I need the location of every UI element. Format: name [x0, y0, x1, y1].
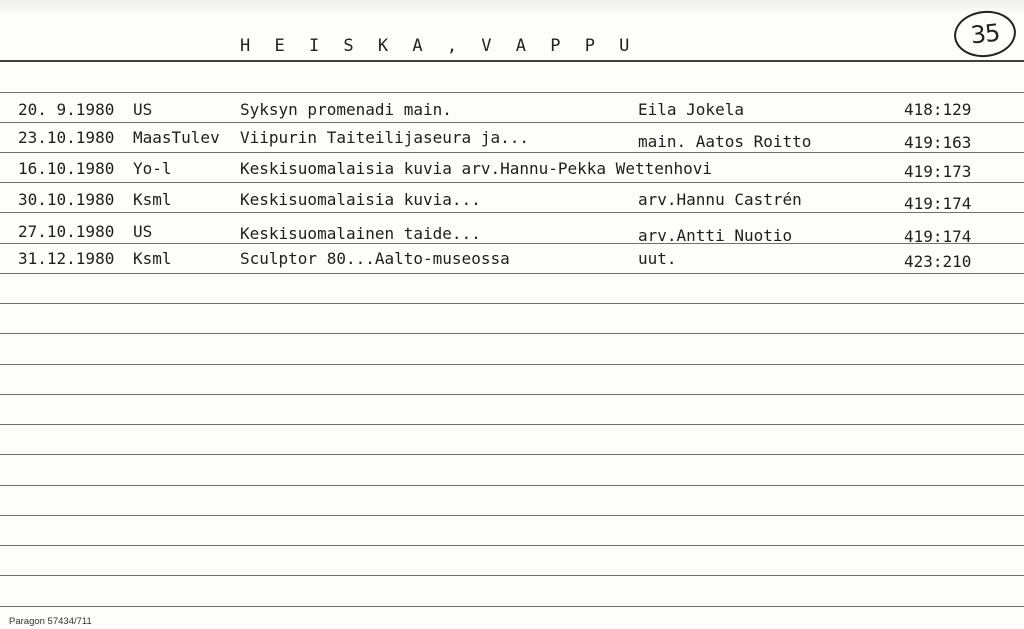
entry-title: Syksyn promenadi main.: [240, 100, 452, 119]
entry-title: Sculptor 80...Aalto-museossa: [240, 249, 510, 268]
entry-author: uut.: [638, 249, 677, 268]
ruled-line: [0, 454, 1024, 455]
card-number: 35: [969, 18, 1001, 50]
entry-ref: 419:163: [904, 133, 972, 152]
header-rule: [0, 60, 1024, 62]
entry-source: MaasTulev: [133, 128, 220, 147]
entry-row: [0, 222, 1024, 250]
entry-ref: 418:129: [904, 100, 972, 119]
entry-ref: 419:174: [904, 227, 972, 246]
ruled-line: [0, 303, 1024, 304]
ruled-line: [0, 92, 1024, 93]
entry-author: arv.Hannu Castrén: [638, 190, 802, 209]
entry-title: Keskisuomalainen taide...: [240, 224, 481, 243]
entry-title: Keskisuomalaisia kuvia arv.Hannu-Pekka Wettenhovi: [240, 159, 713, 178]
entry-row: [0, 159, 1024, 187]
card-imprint: Paragon 57434/711: [9, 616, 92, 627]
entry-source: Ksml: [133, 249, 172, 268]
ruled-line: [0, 485, 1024, 486]
entry-ref: 423:210: [904, 252, 972, 271]
entry-ref: 419:173: [904, 162, 972, 181]
card-heading: H E I S K A , V A P P U: [240, 36, 637, 56]
entry-title: Viipurin Taiteilijaseura ja...: [240, 128, 529, 147]
entry-row: [0, 249, 1024, 277]
ruled-line: [0, 424, 1024, 425]
ruled-line: [0, 575, 1024, 576]
card-number-circle: [952, 8, 1018, 60]
entry-date: 27.10.1980: [18, 222, 115, 241]
entry-date: 30.10.1980: [18, 190, 115, 209]
ruled-line: [0, 333, 1024, 334]
ruled-line: [0, 606, 1024, 607]
entry-date: 23.10.1980: [18, 128, 115, 147]
entry-source: Ksml: [133, 190, 172, 209]
entry-source: US: [133, 222, 153, 241]
entry-date: 31.12.1980: [18, 249, 115, 268]
entry-date: 20. 9.1980: [18, 100, 115, 119]
entry-date: 16.10.1980: [18, 159, 115, 178]
entry-row: [0, 100, 1024, 128]
entry-ref: 419:174: [904, 194, 972, 213]
ruled-line: [0, 364, 1024, 365]
entry-source: Yo-l: [133, 159, 172, 178]
entry-source: US: [133, 100, 153, 119]
ruled-line: [0, 394, 1024, 395]
entry-row: [0, 190, 1024, 218]
entry-author: arv.Antti Nuotio: [638, 226, 793, 245]
ruled-line: [0, 545, 1024, 546]
ruled-line: [0, 515, 1024, 516]
card-top-edge: [0, 0, 1024, 14]
entry-author: Eila Jokela: [638, 100, 744, 119]
entry-title: Keskisuomalaisia kuvia...: [240, 190, 481, 209]
entry-author: main. Aatos Roitto: [638, 132, 812, 151]
entry-row: [0, 128, 1024, 156]
